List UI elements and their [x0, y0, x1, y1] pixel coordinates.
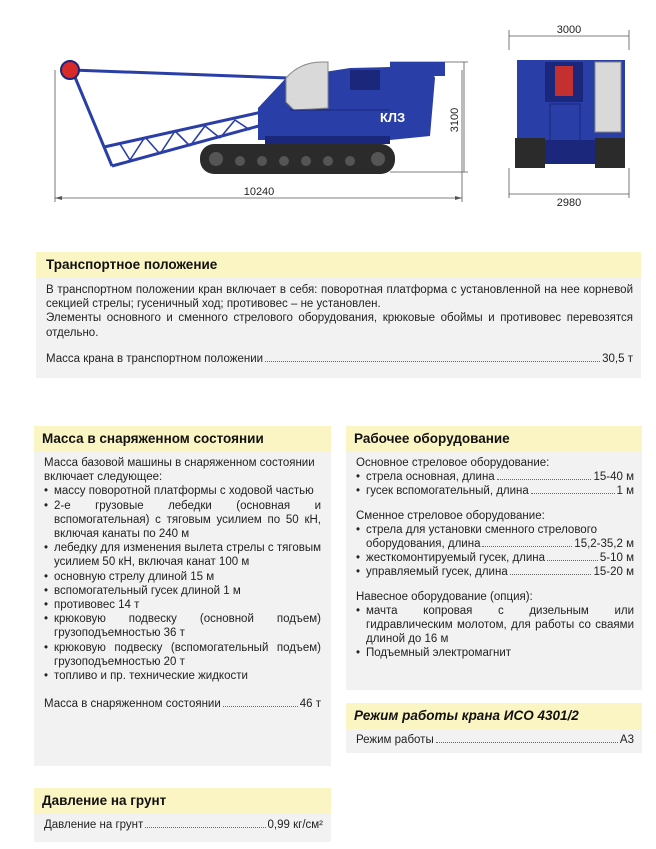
list-item: • основную стрелу длиной 15 м	[44, 570, 321, 584]
list-item: • массу поворотной платформы с ходовой частью	[44, 484, 321, 498]
equipped-panel	[34, 426, 331, 766]
list-item: • лебедку для изменения вылета стрелы с тяговым усилием 50 кН, включая канат 100 м	[44, 541, 321, 569]
equipped-mass-label: Масса в снаряженном состоянии	[44, 698, 221, 711]
transport-panel	[36, 252, 641, 378]
ground-panel	[34, 788, 331, 842]
list-item: • вспомогательный гусек длиной 1 м	[44, 584, 321, 598]
dim-width-track: 2980	[556, 197, 582, 208]
mode-value: А3	[619, 734, 634, 746]
list-item: • Подъемный электромагнит	[356, 646, 634, 660]
working-panel	[346, 426, 642, 690]
transport-mass-value: 30,5 т	[602, 352, 633, 365]
logo-text: КЛЗ	[380, 110, 406, 125]
transport-text-2: Элементы основного и сменного стрелового оборудования, крюковые обоймы и противовес перевозятся отдельно.	[46, 312, 633, 339]
list-item: • гусек вспомогательный, длина 1 м	[356, 484, 634, 498]
list-item: • жесткомонтируемый гусек, длина 5-10 м	[356, 551, 634, 565]
main-boom-title: Основное стреловое оборудование:	[356, 457, 550, 469]
equipped-mass-value: 46 т	[299, 698, 321, 711]
equipped-title: Масса в снаряженном состоянии	[34, 426, 331, 452]
transport-mass-label: Масса крана в транспортном положении	[46, 352, 264, 365]
ground-title: Давление на грунт	[34, 788, 331, 814]
list-item: • 2-е грузовые лебедки (основная и вспомогательная) с тяговым усилием по 50 кН, включая канаты по 240 м	[44, 499, 321, 542]
mode-label: Режим работы	[356, 734, 434, 746]
list-item: • стрела основная, длина 15-40 м	[356, 470, 634, 484]
transport-mass-row	[46, 352, 633, 366]
ground-row	[44, 818, 323, 832]
optional-title: Навесное оборудование (опция):	[356, 590, 533, 603]
list-item: • управляемый гусек, длина 15-20 м	[356, 565, 634, 579]
transport-title: Транспортное положение	[36, 252, 641, 278]
mode-row	[356, 733, 634, 747]
dim-width-total: 3000	[556, 24, 582, 36]
list-item: • крюковую подвеску (вспомогательный подъем) грузоподъемностью 20 т	[44, 641, 321, 669]
dim-height: 3100	[449, 107, 461, 133]
alt-boom-title: Сменное стреловое оборудование:	[356, 509, 545, 522]
list-item: • мачта копровая с дизельным или гидравлическим молотом, для работы со сваями длиной до 16 м	[356, 604, 634, 647]
list-item: • топливо и пр. технические жидкости	[44, 669, 321, 683]
list-item: • стрела для установки сменного стрелового оборудования, длина 15,2-35,2 м	[356, 523, 634, 551]
mode-panel	[346, 703, 642, 753]
ground-label: Давление на грунт	[44, 819, 144, 831]
ground-value: 0,99 кг/см²	[267, 819, 323, 831]
list-item: • противовес 14 т	[44, 598, 321, 612]
mode-title: Режим работы крана ИСО 4301/2	[346, 703, 642, 729]
crane-front-view	[505, 22, 635, 208]
list-item: • крюковую подвеску (основной подъем) грузоподъемностью 36 т	[44, 612, 321, 640]
working-title: Рабочее оборудование	[346, 426, 642, 452]
equipped-intro: Масса базовой машины в снаряженном состоянии включает следующее:	[44, 457, 315, 484]
equipped-mass-row	[44, 697, 321, 711]
transport-text-1: В транспортном положении кран включает в себя: поворотная платформа с установленной на нее корневой секцией стрелы; гусеничный ход; противовес – не установлен.	[46, 284, 633, 311]
dim-length: 10240	[243, 186, 275, 198]
crane-side-view	[50, 40, 470, 208]
